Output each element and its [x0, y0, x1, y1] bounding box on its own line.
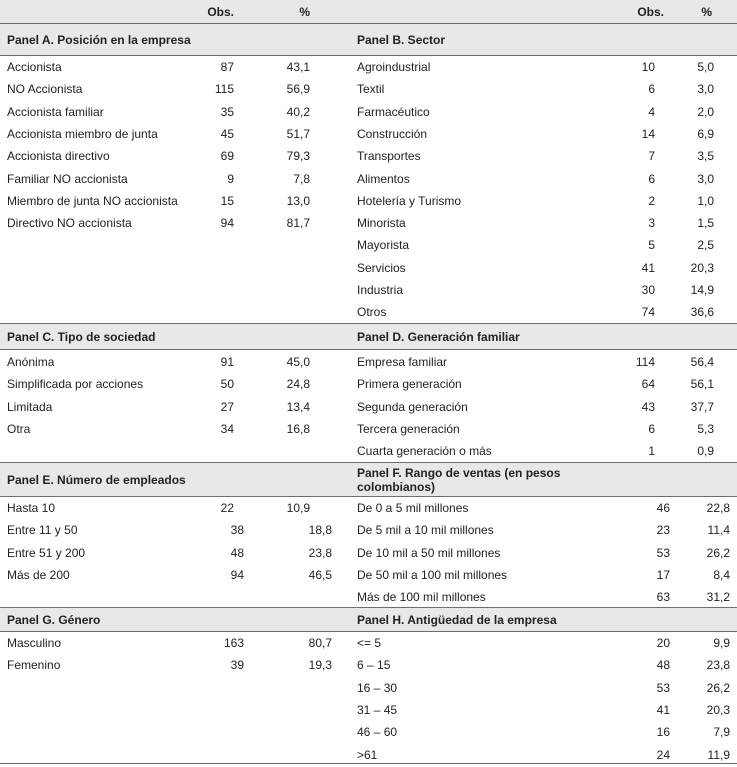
row-obs: 9 [227, 171, 234, 186]
row-label: <= 5 [357, 636, 382, 650]
row-label: Accionista familiar [7, 104, 104, 119]
panel-c-title: Panel C. Tipo de sociedad [7, 330, 156, 344]
row-obs: 46 [656, 501, 670, 515]
row-label: Agroindustrial [357, 60, 431, 74]
row-obs: 87 [220, 60, 234, 74]
row-label: Farmacéutico [357, 104, 430, 119]
row-label: Tercera generación [357, 421, 460, 436]
row-label: NO Accionista [7, 82, 83, 97]
row-label: De 10 mil a 50 mil millones [357, 545, 501, 560]
panel-d-title: Panel D. Generación familiar [357, 330, 520, 344]
row-pct: 2,5 [697, 238, 714, 253]
row-obs: 63 [656, 590, 670, 605]
row-pct: 3,5 [697, 149, 714, 164]
row-obs: 48 [230, 545, 244, 560]
row-label: >61 [357, 747, 378, 762]
row-obs: 38 [230, 523, 244, 538]
row-label: Otros [357, 305, 387, 320]
row-obs: 94 [220, 216, 234, 231]
row-obs: 24 [656, 747, 670, 762]
row-label: Empresa familiar [357, 355, 448, 369]
row-pct: 23,8 [308, 545, 332, 560]
row-label: Familiar NO accionista [7, 171, 128, 186]
row-label: Simplificada por acciones [7, 377, 144, 392]
row-pct: 37,7 [690, 399, 714, 414]
row-label: Alimentos [357, 171, 410, 186]
row-pct: 51,7 [286, 126, 310, 141]
row-pct: 19,3 [308, 658, 332, 673]
row-label: 6 – 15 [357, 658, 391, 673]
row-obs: 41 [656, 702, 670, 717]
row-label: Industria [357, 283, 404, 297]
row-label: Segunda generación [357, 399, 468, 414]
row-label: Cuarta generación o más [357, 444, 492, 459]
row-label: De 5 mil a 10 mil millones [357, 523, 494, 538]
divider [0, 349, 737, 350]
row-pct: 18,8 [308, 523, 332, 538]
row-pct: 2,0 [697, 104, 714, 119]
row-label: Hotelería y Turismo [357, 193, 462, 208]
row-label: Accionista directivo [7, 149, 110, 164]
row-pct: 23,8 [706, 658, 730, 673]
row-pct: 0,9 [697, 444, 714, 459]
row-label: Femenino [7, 658, 61, 673]
row-pct: 9,9 [713, 636, 730, 650]
row-label: Construcción [357, 126, 428, 141]
divider [0, 631, 737, 632]
row-pct: 46,5 [308, 567, 332, 582]
header-obs-right: Obs. [637, 5, 664, 19]
row-obs: 48 [656, 658, 670, 673]
row-obs: 39 [230, 658, 244, 673]
row-pct: 40,2 [286, 104, 310, 119]
row-obs: 64 [641, 377, 655, 392]
row-pct: 3,0 [697, 171, 714, 186]
row-label: Hasta 10 [7, 501, 56, 515]
panel-h-title: Panel H. Antigüedad de la empresa [357, 613, 557, 627]
row-obs: 163 [223, 636, 244, 650]
row-pct: 5,0 [697, 60, 714, 74]
row-obs: 53 [656, 680, 670, 695]
panel-b-title: Panel B. Sector [357, 33, 446, 47]
row-obs: 69 [220, 149, 234, 164]
header-pct-right: % [701, 5, 712, 19]
divider [0, 55, 737, 56]
row-label: Directivo NO accionista [7, 216, 132, 231]
row-pct: 3,0 [697, 82, 714, 97]
row-obs: 5 [648, 238, 655, 253]
row-obs: 22 [220, 501, 234, 515]
row-label: 16 – 30 [357, 680, 398, 695]
row-label: Limitada [7, 399, 53, 414]
row-pct: 14,9 [690, 283, 714, 297]
row-pct: 26,2 [706, 545, 730, 560]
row-obs: 3 [648, 216, 655, 231]
row-obs: 6 [648, 82, 655, 97]
row-pct: 26,2 [706, 680, 730, 695]
row-pct: 5,3 [697, 421, 714, 436]
row-pct: 43,1 [286, 60, 310, 74]
row-pct: 16,8 [286, 421, 310, 436]
divider [0, 496, 737, 497]
row-obs: 20 [656, 636, 670, 650]
row-label: Anónima [7, 355, 55, 369]
row-obs: 114 [635, 355, 655, 369]
row-label: Accionista miembro de junta [7, 126, 158, 141]
row-label: 46 – 60 [357, 725, 398, 740]
row-pct: 11,4 [707, 523, 730, 538]
row-label: Más de 200 [7, 567, 70, 582]
row-obs: 10 [641, 60, 655, 74]
panel-f-title-line1: Panel F. Rango de ventas (en pesos [357, 466, 561, 480]
row-label: Minorista [357, 216, 406, 231]
row-obs: 14 [641, 126, 655, 141]
row-pct: 56,9 [286, 82, 310, 97]
row-pct: 79,3 [286, 149, 310, 164]
row-pct: 8,4 [713, 567, 730, 582]
row-obs: 7 [648, 149, 655, 164]
row-obs: 16 [656, 725, 670, 740]
row-pct: 81,7 [286, 216, 310, 231]
row-obs: 43 [641, 399, 655, 414]
row-pct: 1,5 [697, 216, 714, 231]
row-pct: 31,2 [706, 590, 730, 605]
row-pct: 10,9 [286, 501, 310, 515]
row-obs: 1 [648, 444, 655, 459]
row-pct: 36,6 [690, 305, 714, 320]
row-obs: 27 [220, 399, 234, 414]
row-label: De 50 mil a 100 mil millones [357, 567, 508, 582]
row-obs: 41 [641, 260, 655, 275]
row-obs: 30 [641, 283, 655, 297]
panel-a-title: Panel A. Posición en la empresa [7, 33, 191, 47]
row-pct: 11,9 [707, 747, 730, 762]
row-label: Otra [7, 421, 31, 436]
row-label: De 0 a 5 mil millones [357, 501, 469, 515]
row-obs: 23 [656, 523, 670, 538]
row-obs: 53 [656, 545, 670, 560]
row-label: Servicios [357, 260, 406, 275]
row-obs: 91 [220, 355, 234, 369]
row-obs: 50 [220, 377, 234, 392]
row-pct: 7,9 [713, 725, 730, 740]
row-pct: 20,3 [690, 260, 714, 275]
row-pct: 13,4 [286, 399, 310, 414]
row-obs: 2 [648, 193, 655, 208]
row-pct: 56,4 [690, 355, 714, 369]
bottom-rule [0, 763, 737, 764]
row-label: Primera generación [357, 377, 462, 392]
row-obs: 6 [648, 421, 655, 436]
row-obs: 34 [220, 421, 234, 436]
row-obs: 6 [648, 171, 655, 186]
row-pct: 22,8 [706, 501, 730, 515]
row-pct: 13,0 [286, 193, 310, 208]
row-label: Masculino [7, 636, 62, 650]
row-obs: 15 [220, 193, 234, 208]
row-label: Mayorista [357, 238, 410, 253]
row-label: Textil [357, 82, 385, 97]
row-pct: 6,9 [697, 126, 714, 141]
row-pct: 56,1 [690, 377, 714, 392]
panel-g-title: Panel G. Género [7, 613, 101, 627]
row-obs: 45 [220, 126, 234, 141]
row-label: Transportes [357, 149, 421, 164]
header-obs-left: Obs. [207, 5, 234, 19]
row-label: Más de 100 mil millones [357, 590, 486, 605]
row-pct: 80,7 [308, 636, 332, 650]
row-obs: 35 [220, 104, 234, 119]
panel-e-title: Panel E. Número de empleados [7, 473, 186, 487]
header-pct-left: % [299, 5, 310, 19]
row-label: Entre 51 y 200 [7, 545, 86, 560]
row-label: Accionista [7, 60, 62, 74]
row-pct: 45,0 [286, 355, 310, 369]
row-label: Entre 11 y 50 [7, 523, 78, 538]
row-obs: 4 [648, 104, 655, 119]
row-label: Miembro de junta NO accionista [7, 193, 178, 208]
row-pct: 20,3 [706, 702, 730, 717]
panel-f-title-line2: colombianos) [357, 480, 436, 494]
row-obs: 17 [656, 567, 670, 582]
row-pct: 7,8 [293, 171, 310, 186]
row-pct: 1,0 [697, 193, 714, 208]
divider [0, 23, 737, 24]
row-obs: 74 [641, 305, 655, 320]
row-label: 31 – 45 [357, 702, 398, 717]
row-obs: 94 [230, 567, 244, 582]
row-pct: 24,8 [286, 377, 310, 392]
row-obs: 115 [214, 82, 234, 97]
